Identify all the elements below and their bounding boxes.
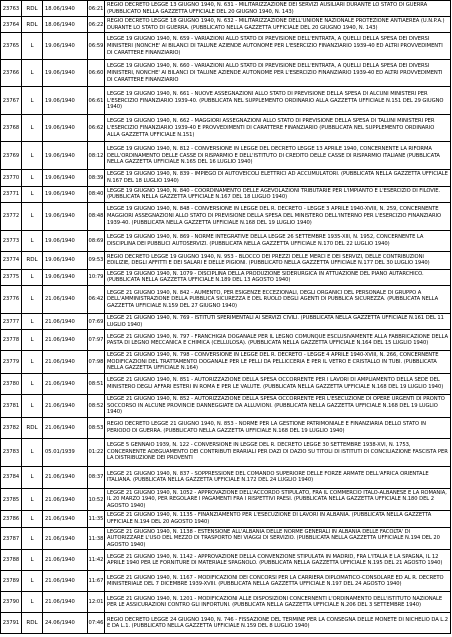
act-date: 19.06/1940 xyxy=(43,142,88,170)
act-text: LEGGE 21 GIUGNO 1940, N. 769 - ISTITUTI SPERIMENTALI AI SERVIZI CIVILI. (PUBBLICATA NELLA GAZZETTA UFFICIALE N.161 DEL 11 LUGLIO 1940) xyxy=(105,313,451,329)
table-row xyxy=(1,87,451,115)
table-row xyxy=(1,60,451,87)
table-row xyxy=(1,438,451,466)
row-number: 23776 xyxy=(1,285,22,313)
table-row xyxy=(1,488,451,511)
act-text: LEGGE 19 GIUGNO 1940, N. 848 - CONVERSIONE IN LEGGE DEL R. DECRETO - LEGGE 3 APRILE 1940-XVIII, N. 259, CONCERNENTE MAGGIORI ASSEGNAZIONI ALLO STATO DI PREVISIONE DELLA SPESA DEL MINISTERO DELL'INTERNO PER L'ESERCIZIO FINANZIARIO 1939-40. (PUBBLICATA NELLA GAZZETTA UFFICIALE N.168 DEL 19 LUGLIO 1940) xyxy=(105,202,451,230)
act-text: LEGGE 19 GIUGNO 1940, N. 840 - COORDINAMENTO DELLE AGEVOLAZIONI TRIBUTARIE PER L'IMPIANTO E L'ESERCIZIO DI FILOVIE. (PUBBLICATA NELLA GAZZETTA UFFICIALE N.167 DEL 18 LUGLIO 1940) xyxy=(105,186,451,202)
table-row xyxy=(1,351,451,374)
act-text: LEGGE 19 GIUGNO 1940, N. 812 - CONVERSIONE IN LEGGE DEL DECRETO LEGGE 13 APRILE 1940, CONCERNENTE LA RIFORMA DELL'ORDINAMENTO DELLE CASSE DI RISPARMIO E DELL'ISTITUTO DI CREDITO DELLE CASSE DI RISPARMIO ITALIANE (PUBBLICATA NELLA GAZZETTA UFFICIALE N.165 DEL 16 LUGLIO 1940) xyxy=(105,142,451,170)
row-number: 23765 xyxy=(1,33,22,60)
act-type: L xyxy=(22,285,43,313)
row-number: 23787 xyxy=(1,527,22,550)
act-date: 19.06/1940 xyxy=(43,251,88,269)
act-text: LEGGE 21 GIUGNO 1940, N. 1052 - APPROVAZIONE DELL'ACCORDO STIPULATO, FRA IL COMMERCIO ITALO-ALBANESE E LA ROMANIA, IL 20 MARZO 1940, PER REGOLARE I PAGAMENTI FRA I RISPETTIVI PAESI. (PUBBLICATA NELLA GAZZETTA UFFICIALE N.180 DEL 2 AGOSTO 1940) xyxy=(105,488,451,511)
act-order: 09:53 xyxy=(88,251,105,269)
act-text: LEGGE 21 GIUGNO 1940, N. 798 - CONVERSIONE IN LEGGE DEL R. DECRETO - LEGGE 4 APRILE 1940-XVIII, N. 266, CONCERNENTE MODIFICAZIONI DEL TRATTAMENTO DOGANALE PER LE PELLI DA PELLICCERIA E PER IL VETRO E CRISTALLO IN TUBI. (PUBBLICATA NELLA GAZZETTA UFFICIALE N.164) xyxy=(105,351,451,374)
act-type: RDL xyxy=(22,17,43,33)
row-number: 23766 xyxy=(1,60,22,87)
act-order: 08:48 xyxy=(88,202,105,230)
act-date: 19.06/1940 xyxy=(43,230,88,251)
table-row xyxy=(1,592,451,613)
act-order: 06:61 xyxy=(88,87,105,115)
act-type: L xyxy=(22,186,43,202)
act-order: 01:22 xyxy=(88,438,105,466)
act-type: L xyxy=(22,142,43,170)
act-type: L xyxy=(22,351,43,374)
act-order: 07:98 xyxy=(88,351,105,374)
act-date: 21.06/1940 xyxy=(43,394,88,417)
act-date: 21.06/1940 xyxy=(43,571,88,592)
row-number: 23763 xyxy=(1,1,22,17)
table-row xyxy=(1,571,451,592)
row-number: 23786 xyxy=(1,511,22,527)
row-number: 23768 xyxy=(1,115,22,142)
act-text: LEGGE 21 GIUGNO 1940, N. 851 - AUTORIZZAZIONE DELLA SPESA OCCORRENTE PER I LAVORI DI AMPLIAMENTO DELLA SEDE DEL MINISTERO DEGLI AFFARI ESTERI IN ROMA E PER LE VALUTE. (PUBBLICATA NELLA GAZZETTA UFFICIALE N.168 DEL 19 LUGLIO 1940) xyxy=(105,373,451,394)
act-text: LEGGE 21 GIUGNO 1940, N. 1142 - APPROVAZIONE DELLA CONVENZIONE STIPULATA IN MADRID, FRA L'ITALIA E LA SPAGNA, IL 12 APRILE 1940 PER LE FORNITURE DI MATERIALE SPAGNOLO. (PUBBLICATA NELLA GAZZETTA UFFICIALE N.195 DEL 21 AGOSTO 1940) xyxy=(105,550,451,571)
act-order: 08:39 xyxy=(88,170,105,186)
row-number: 23773 xyxy=(1,230,22,251)
table-row xyxy=(1,417,451,438)
act-type: L xyxy=(22,571,43,592)
act-order: 08:37 xyxy=(88,466,105,488)
act-text: LEGGE 19 GIUGNO 1940, N. 869 - NORME INTEGRATIVE DELLA LEGGE 26 SETTEMBRE 1935-XIII, N. 1952, CONCERNENTE LA DISCIPLINA DEI PUBBLICI AUTOSERVIZI. (PUBBLICATA NELLA GAZZETTA UFFICIALE N.170 DEL 22 LUGLIO 1940) xyxy=(105,230,451,251)
act-text: LEGGE 21 GIUGNO 1940, N. 852 - AUTORIZZAZIONE DELLA SPESA OCCORRENTE PER L'ESECUZIONE DI OPERE URGENTI DI PRONTO SOCCORSO IN ALCUNE PROVINCIE DANNEGGIATE DA ALLUVIONI. (PUBBLICATA NELLA GAZZETTA UFFICIALE N.168 DEL 19 LUGLIO 1940) xyxy=(105,394,451,417)
table-row xyxy=(1,17,451,33)
act-type: L xyxy=(22,438,43,466)
act-type: L xyxy=(22,550,43,571)
act-order: 08:52 xyxy=(88,394,105,417)
act-text: LEGGE 19 GIUGNO 1940, N. 839 - IMPIEGO DI AUTOVEICOLI ELETTRICI AD ACCUMULATORI. (PUBBLICATA NELLA GAZZETTA UFFICIALE N.167 DEL 18 LUGLIO 1940) xyxy=(105,170,451,186)
act-order: 11:35 xyxy=(88,511,105,527)
row-number: 23769 xyxy=(1,142,22,170)
act-text: LEGGE 21 GIUGNO 1940, N. 1135 - FINANZIAMENTO PER L'ESECUZIONE DI LAVORI IN ALBANIA. (PUBBLICATA NELLA GAZZETTA UFFICIALE N.194 DEL 20 AGOSTO 1940) xyxy=(105,511,451,527)
table-row xyxy=(1,170,451,186)
act-date: 18.06/1940 xyxy=(43,17,88,33)
act-type: RDL xyxy=(22,1,43,17)
row-number: 23785 xyxy=(1,488,22,511)
table-row xyxy=(1,186,451,202)
table-row xyxy=(1,285,451,313)
act-order: 10:79 xyxy=(88,269,105,285)
act-type: RDL xyxy=(22,417,43,438)
act-order: 08:51 xyxy=(88,373,105,394)
row-number: 23775 xyxy=(1,269,22,285)
act-date: 21.06/1940 xyxy=(43,285,88,313)
table-row xyxy=(1,613,451,634)
act-date: 21.06/1940 xyxy=(43,488,88,511)
act-type: L xyxy=(22,87,43,115)
act-date: 21.06/1940 xyxy=(43,527,88,550)
act-order: 06:21 xyxy=(88,1,105,17)
act-text: REGIO DECRETO LEGGE 24 GIUGNO 1940, N. 746 - FISSAZIONE DEL TERMINE PER LA CONSEGNA DELLE MONETE DI NICHELIO DA L.2 E DA L.1. (PUBBLICATO NELLA GAZZETTA UFFICIALE N.159 DEL 8 LUGLIO 1940) xyxy=(105,613,451,634)
act-date: 21.06/1940 xyxy=(43,313,88,329)
act-date: 21.06/1940 xyxy=(43,351,88,374)
act-text: LEGGE 21 GIUGNO 1940, N. 842 - AUMENTO, PER ESIGENZE ECCEZIONALI, DEGLI ORGANICI DEL PERSONALE DI GRUPPO A DELL'AMMINISTRAZIONE DELLA PUBBLICA SICUREZZA E DEL RUOLO DEGLI AGENTI DI PUBBLICA SICUREZZA. (PUBBLICATA NELLA GAZZETTA UFFICIALE N.159 DEL 27 GIUGNO 1940) xyxy=(105,285,451,313)
act-order: 06:62 xyxy=(88,115,105,142)
act-order: 11:38 xyxy=(88,527,105,550)
act-text: LEGGE 5 GENNAIO 1939, N. 122 - CONVERSIONE IN LEGGE DEL R. DECRETO LEGGE 30 SETTEMBRE 1938-XVI, N. 1753, CONCERNENTE ADEGUAMENTO DEI CONTRIBUTI ERARIALI PER DAZI DI DAZIO SU TITOLI DI ISTITUTI DI CONCILIAZIONE FASCISTA PER LA DISTRIBUZIONE DEI PROVENTI xyxy=(105,438,451,466)
act-type: L xyxy=(22,511,43,527)
act-order: 06:60 xyxy=(88,60,105,87)
table-row xyxy=(1,269,451,285)
row-number: 23789 xyxy=(1,571,22,592)
table-row xyxy=(1,142,451,170)
act-text: REGIO DECRETO LEGGE 19 GIUGNO 1940, N. 953 - BLOCCO DEI PREZZI DELLE MERCI E DEI SERVIZI, DELLE CONTRIBUZIONI EDILIZIE, DEGLI AFFITTI E DEI SALARI E DELLE PIGIONI. (PUBBLICATO NELLA GAZZETTA UFFICIALE N.177 DEL 30 LUGLIO 1940) xyxy=(105,251,451,269)
act-order: 07:46 xyxy=(88,613,105,634)
row-number: 23774 xyxy=(1,251,22,269)
act-date: 18.06/1940 xyxy=(43,1,88,17)
table-row xyxy=(1,550,451,571)
act-order: 11:67 xyxy=(88,571,105,592)
row-number: 23778 xyxy=(1,330,22,351)
act-date: 19.06/1940 xyxy=(43,202,88,230)
act-text: LEGGE 21 GIUGNO 1940, N. 837 - SOPPRESSIONE DEL COMANDO SUPERIORE DELLE FORZE ARMATE DELL'AFRICA ORIENTALE ITALIANA. (PUBBLICATA NELLA GAZZETTA UFFICIALE N.172 DEL 24 LUGLIO 1940) xyxy=(105,466,451,488)
act-type: L xyxy=(22,394,43,417)
row-number: 23788 xyxy=(1,550,22,571)
act-date: 05.01/1939 xyxy=(43,438,88,466)
table-row xyxy=(1,330,451,351)
act-order: 06:22 xyxy=(88,17,105,33)
act-type: RDL xyxy=(22,613,43,634)
table-row xyxy=(1,466,451,488)
row-number: 23777 xyxy=(1,313,22,329)
act-order: 08:69 xyxy=(88,230,105,251)
act-type: L xyxy=(22,313,43,329)
table-row xyxy=(1,251,451,269)
act-text: LEGGE 21 GIUGNO 1940, N. 1167 - MODIFICAZIONI DEI CONCORSI PER LA CARRIERA DIPLOMATICO-CONSOLARE ED AL R. DECRETO MINISTERIALE DEL 7 DICEMBRE 1939-XVIII. (PUBBLICATA NELLA GAZZETTA UFFICIALE N.197 DEL 24 AGOSTO 1940) xyxy=(105,571,451,592)
row-number: 23779 xyxy=(1,351,22,374)
act-type: L xyxy=(22,230,43,251)
act-date: 21.06/1940 xyxy=(43,466,88,488)
act-date: 21.06/1940 xyxy=(43,373,88,394)
table-row xyxy=(1,115,451,142)
act-type: L xyxy=(22,488,43,511)
table-row xyxy=(1,230,451,251)
table-row xyxy=(1,202,451,230)
table-row xyxy=(1,373,451,394)
act-type: L xyxy=(22,592,43,613)
act-date: 19.06/1940 xyxy=(43,186,88,202)
act-type: L xyxy=(22,60,43,87)
row-number: 23780 xyxy=(1,373,22,394)
act-order: 08:53 xyxy=(88,417,105,438)
row-number: 23781 xyxy=(1,394,22,417)
act-order: 12:01 xyxy=(88,592,105,613)
act-type: L xyxy=(22,202,43,230)
act-text: LEGGE 19 GIUGNO 1940, N. 659 - VARIAZIONI ALLO STATO DI PREVISIONE DELL'ENTRATA, A QUELLI DELLA SPESA DEI DIVERSI MINISTERI (NONCHE' AI BILANCI DI TALUNE AZIENDE AUTONOME PER L'ESERCIZIO FINANZIARIO 1939-40 ED ALTRI PROVVEDIMENTI DI CARATTERE FINANZIARIO) xyxy=(105,33,451,60)
table-row xyxy=(1,527,451,550)
act-text: LEGGE 19 GIUGNO 1940, N. 661 - NUOVE ASSEGNAZIONI ALLO STATO DI PREVISIONE DELLA SPESA DI ALCUNI MINISTERI PER L'ESERCIZIO FINANZIARIO 1939-40. (PUBBLICATA NEL SUPPLEMENTO ORDINARIO ALLA GAZZETTA UFFICIALE N.151 DEL 29 GIUGNO 1940) xyxy=(105,87,451,115)
act-text: LEGGE 21 GIUGNO 1940, N. 797 - FRANCHIGIA DOGANALE PER IL LEGNO COMUNQUE ESCLUSIVAMENTE ALLA FABBRICAZIONE DELLA PASTA DI LEGNO MECCANICA E CHIMICA (CELLULOSA). (PUBBLICATA NELLA GAZZETTA UFFICIALE N.164 DEL 15 LUGLIO 1940) xyxy=(105,330,451,351)
act-date: 19.06/1940 xyxy=(43,170,88,186)
row-number: 23767 xyxy=(1,87,22,115)
act-type: L xyxy=(22,527,43,550)
act-type: L xyxy=(22,269,43,285)
act-date: 21.06/1940 xyxy=(43,511,88,527)
table-row xyxy=(1,313,451,329)
act-order: 07:97 xyxy=(88,330,105,351)
table-row xyxy=(1,33,451,60)
act-text: LEGGE 21 GIUGNO 1940, N. 1138 - ESTENSIONE ALL'ALBANIA DELLE NORME GENERALI IN ALBANIA DELLE FACOLTA' DI AUTORIZZARE L'USO DEL MEZZO DI TRASPORTO NEI VIAGGI DI SERVIZIO. (PUBBLICATA NELLA GAZZETTA UFFICIALE N.194 DEL 20 AGOSTO 1940) xyxy=(105,527,451,550)
act-date: 19.06/1940 xyxy=(43,33,88,60)
act-text: LEGGE 19 GIUGNO 1940, N. 1079 - DISCIPLINA DELLA PRODUZIONE SIDERURGICA IN ATTUAZIONE DEL PIANO AUTARCHICO. (PUBBLICATA NELLA GAZZETTA UFFICIALE N.189 DEL 13 AGOSTO 1940) xyxy=(105,269,451,285)
act-order: 08:12 xyxy=(88,142,105,170)
row-number: 23782 xyxy=(1,417,22,438)
act-date: 19.06/1940 xyxy=(43,115,88,142)
act-text: LEGGE 21 GIUGNO 1940, N. 1201 - MODIFICAZIONI ALLE DISPOSIZIONI CONCERNENTI L'ORDINAMENTO DELL'ISTITUTO NAZIONALE PER LE ASSICURAZIONI CONTRO GLI INFORTUNI. (PUBBLICATA NELLA GAZZETTA UFFICIALE N.206 DEL 3 SETTEMBRE 1940) xyxy=(105,592,451,613)
act-type: RDL xyxy=(22,251,43,269)
act-type: L xyxy=(22,115,43,142)
act-text: LEGGE 19 GIUGNO 1940, N. 660 - VARIAZIONI ALLO STATO DI PREVISIONE DELL'ENTRATA, A QUELLI DELLA SPESA DEI DIVERSI MINISTERI, NONCHE' AI BILANCI DI TALUNE AZIENDE AUTONOME PER L'ESERCIZIO FINANZIARIO 1939-40 ED ALTRI PROVVEDIMENTI DI CARATTERE FINANZIARIO xyxy=(105,60,451,87)
legislation-table-body xyxy=(1,1,451,634)
act-date: 19.06/1940 xyxy=(43,60,88,87)
act-order: 07:69 xyxy=(88,313,105,329)
act-order: 06:42 xyxy=(88,285,105,313)
table-row xyxy=(1,1,451,17)
act-text: REGIO DECRETO LEGGE 18 GIUGNO 1940, N. 632 - MILITARIZZAZIONE DELL'UNIONE NAZIONALE PROTEZIONE ANTIAEREA (U.N.P.A.) DURANTE LO STATO DI GUERRA. (PUBBLICATO NELLA GAZZETTA UFFICIALE DEL 20 GIUGNO 1940, N. 143) xyxy=(105,17,451,33)
act-date: 24.06/1940 xyxy=(43,613,88,634)
act-date: 21.06/1940 xyxy=(43,592,88,613)
act-date: 21.06/1940 xyxy=(43,330,88,351)
act-order: 11:42 xyxy=(88,550,105,571)
act-type: L xyxy=(22,170,43,186)
act-type: L xyxy=(22,373,43,394)
act-text: LEGGE 19 GIUGNO 1940, N. 662 - MAGGIORI ASSEGNAZIONI ALLO STATO DI PREVISIONE DELLA SPESA DI TALUNI MINISTERI PER L'ESERCIZIO FINANZIARIO 1939-40 E PROVVEDIMENTI DI CARATTERE FINANZIARIO (PUBBLICATA NEL SUPPLEMENTO ORDINARIO ALLA GAZZETTA UFFICIALE N.151) xyxy=(105,115,451,142)
act-order: 06:59 xyxy=(88,33,105,60)
row-number: 23772 xyxy=(1,202,22,230)
act-order: 08:40 xyxy=(88,186,105,202)
act-date: 21.06/1940 xyxy=(43,550,88,571)
act-type: L xyxy=(22,466,43,488)
act-date: 19.06/1940 xyxy=(43,87,88,115)
act-order: 10:52 xyxy=(88,488,105,511)
act-text: REGIO DECRETO LEGGE 21 GIUGNO 1940, N. 853 - NORME PER LA GESTIONE PATRIMONIALE E FINANZIARIA DELLO STATO IN PERIODO DI GUERRA. (PUBBLICATO NELLA GAZZETTA UFFICIALE N.168 DEL 19 LUGLIO 1940) xyxy=(105,417,451,438)
row-number: 23790 xyxy=(1,592,22,613)
table-row xyxy=(1,394,451,417)
row-number: 23764 xyxy=(1,17,22,33)
act-type: L xyxy=(22,33,43,60)
act-date: 19.06/1940 xyxy=(43,269,88,285)
row-number: 23784 xyxy=(1,466,22,488)
row-number: 23771 xyxy=(1,186,22,202)
act-date: 21.06/1940 xyxy=(43,417,88,438)
act-type: L xyxy=(22,330,43,351)
table-row xyxy=(1,511,451,527)
row-number: 23791 xyxy=(1,613,22,634)
row-number: 23783 xyxy=(1,438,22,466)
row-number: 23770 xyxy=(1,170,22,186)
act-text: REGIO DECRETO LEGGE 13 GIUGNO 1940, N. 631 - MILITARIZZAZIONE DEI SERVIZI AUSILIARI DURANTE LO STATO DI GUERRA (PUBBLICATO NELLA GAZZETTA UFFICIALE DEL 20 GIUGNO 1940, N. 143) xyxy=(105,1,451,17)
